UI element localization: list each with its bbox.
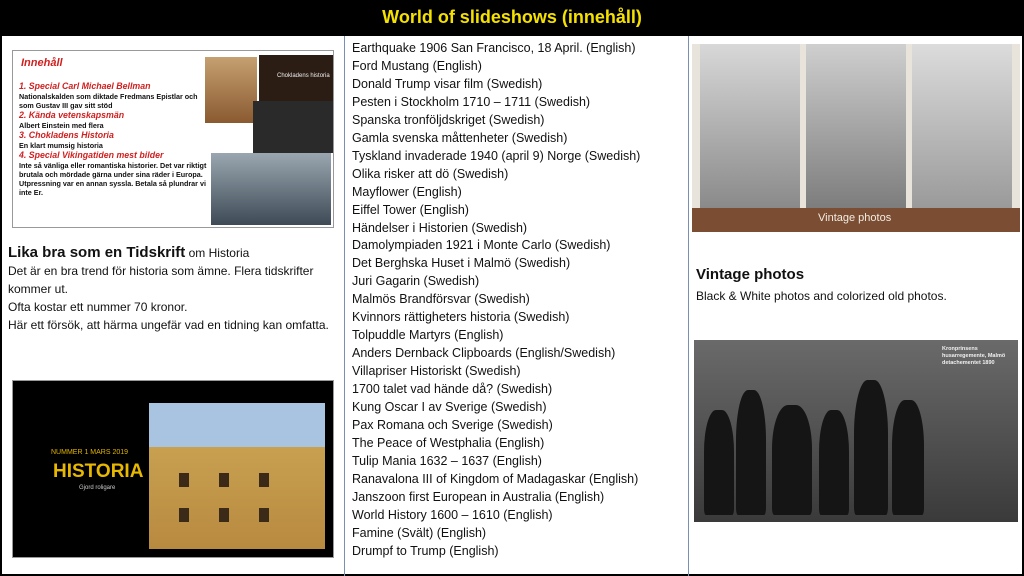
innehall-slide-thumbnail[interactable]	[12, 50, 334, 228]
vintage-title: Vintage photos	[696, 266, 805, 283]
vintage-portrait	[700, 44, 800, 208]
chocolate-history-image	[259, 55, 333, 103]
description-title: Lika bra som en Tidskrift	[8, 244, 186, 261]
magazine-description	[8, 244, 338, 334]
description-title-suffix: om Historia	[185, 246, 250, 260]
slide-heading: 2. Kända vetenskapsmän	[19, 110, 125, 120]
slideshow-link[interactable]: Mayflower (English)	[352, 184, 462, 199]
slideshow-link[interactable]: Donald Trump visar film (Swedish)	[352, 76, 543, 91]
vintage-portrait	[912, 44, 1012, 208]
slide-text: Albert Einstein med flera	[19, 121, 104, 130]
slideshow-link[interactable]: Ford Mustang (English)	[352, 58, 482, 73]
vintage-subtitle: Black & White photos and colorized old photos.	[696, 289, 947, 303]
historia-magazine-thumbnail[interactable]	[12, 380, 334, 558]
description-line: Ofta kostar ett nummer 70 kronor.	[8, 300, 188, 314]
slideshow-link[interactable]: Juri Gagarin (Swedish)	[352, 274, 480, 289]
slideshow-link[interactable]: Pesten i Stockholm 1710 – 1711 (Swedish)	[352, 94, 591, 109]
description-line: Det är en bra trend för historia som ämne. Flera tidskrifter kommer ut.	[8, 264, 314, 296]
slideshow-link[interactable]: Ranavalona III of Kingdom of Madagaskar (English)	[352, 471, 639, 486]
description-line: Här ett försök, att härma ungefär vad en tidning kan omfatta.	[8, 318, 329, 332]
caption-bar	[692, 208, 1020, 232]
slide-text: Inte så vänliga eller romantiska historier. Det var riktigt brutala och mördade gärna under sina räder i Europa. Utpressning var en annan syssla. Betala så plundrar vi inte Er.	[19, 161, 207, 197]
image-caption: Vintage photos	[818, 212, 892, 224]
slideshow-link[interactable]: Kvinnors rättigheters historia (Swedish)	[352, 310, 570, 325]
slideshow-link[interactable]: Janszoon first European in Australia (English)	[352, 489, 605, 504]
hussars-photo-thumbnail[interactable]	[694, 340, 1018, 522]
slide-title: Innehåll	[21, 57, 63, 69]
slideshow-link[interactable]: Tulip Mania 1632 – 1637 (English)	[352, 453, 542, 468]
vintage-photos-thumbnail[interactable]	[692, 44, 1020, 232]
bellman-portrait	[205, 57, 257, 123]
slideshow-link[interactable]: Det Berghska Huset i Malmö (Swedish)	[352, 256, 571, 271]
slide-text: En klart mumsig historia	[19, 141, 103, 150]
slideshow-link[interactable]: Olika risker att dö (Swedish)	[352, 166, 509, 181]
slideshow-link[interactable]: Tolpuddle Martyrs (English)	[352, 328, 504, 343]
magazine-title: HISTORIA	[53, 461, 144, 482]
page-title: World of slideshows (innehåll)	[382, 6, 642, 27]
scientist-image	[253, 101, 333, 153]
slideshow-link[interactable]: World History 1600 – 1610 (English)	[352, 507, 553, 522]
slideshow-link[interactable]: Tyskland invaderade 1940 (april 9) Norge (Swedish)	[352, 148, 641, 163]
photo-caption: Kronprinsens husarregemente, Malmö detachementet 1890	[942, 346, 1006, 366]
slideshow-link[interactable]: Damolympiaden 1921 i Monte Carlo (Swedish)	[352, 238, 611, 253]
slideshow-link[interactable]: Villapriser Historiskt (Swedish)	[352, 364, 521, 379]
slideshow-link[interactable]: Anders Dernback Clipboards (English/Swedish)	[352, 346, 616, 361]
title-bar	[0, 0, 1024, 34]
slide-text: Nationalskalden som diktade Fredmans Epistlar och som Gustav III gav sitt stöd	[19, 92, 198, 110]
magazine-issue: NUMMER 1 MARS 2019	[51, 449, 129, 456]
column-divider	[688, 36, 689, 576]
inset-label: Chokladens historia	[277, 73, 330, 79]
slideshow-link[interactable]: 1700 talet vad hände då? (Swedish)	[352, 382, 553, 397]
slide-heading: 4. Special Vikingatiden mest bilder	[19, 150, 164, 160]
magazine-subtitle: Gjord roligare	[79, 485, 116, 491]
slideshow-link[interactable]: Earthquake 1906 San Francisco, 18 April. (English)	[352, 41, 636, 55]
vintage-portrait	[806, 44, 906, 208]
slideshow-list	[352, 40, 686, 561]
slide-heading: 3. Chokladens Historia	[19, 130, 114, 140]
slideshow-link[interactable]: Eiffel Tower (English)	[352, 202, 469, 217]
viking-image	[211, 153, 331, 225]
slideshow-link[interactable]: Kung Oscar I av Sverige (Swedish)	[352, 400, 547, 415]
slideshow-link[interactable]: Famine (Svält) (English)	[352, 525, 487, 540]
slideshow-link[interactable]: Gamla svenska måttenheter (Swedish)	[352, 130, 568, 145]
column-divider	[344, 36, 345, 576]
yellow-house-photo	[149, 403, 325, 549]
slideshow-link[interactable]: Drumpf to Trump (English)	[352, 543, 499, 558]
slideshow-link[interactable]: The Peace of Westphalia (English)	[352, 435, 545, 450]
slideshow-link[interactable]: Händelser i Historien (Swedish)	[352, 220, 528, 235]
slideshow-link[interactable]: Pax Romana och Sverige (Swedish)	[352, 418, 553, 433]
slide-contents	[19, 81, 209, 197]
slideshow-link[interactable]: Malmös Brandförsvar (Swedish)	[352, 292, 530, 307]
slide-heading: 1. Special Carl Michael Bellman	[19, 81, 151, 91]
slideshow-link[interactable]: Spanska tronföljdskriget (Swedish)	[352, 112, 545, 127]
